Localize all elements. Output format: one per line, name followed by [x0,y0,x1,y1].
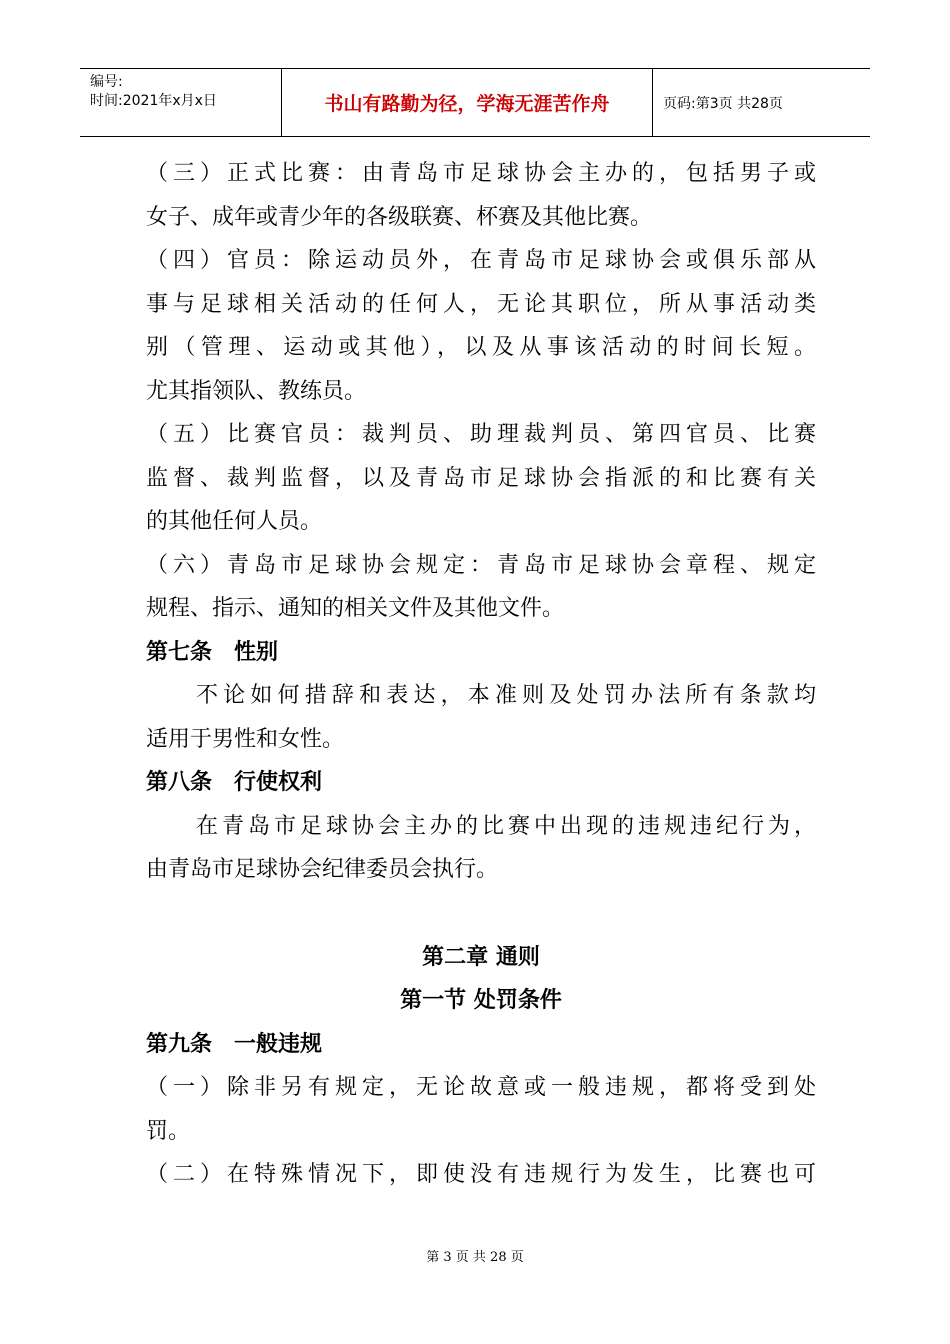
spacer [146,892,816,936]
article-heading-9: 第九条 一般违规 [146,1031,323,1057]
page-header [80,68,870,137]
text-line: （四）官员：除运动员外，在青岛市足球协会或俱乐部从 [146,248,816,273]
text-line: （一）除非另有规定，无论故意或一般违规，都将受到处 [146,1075,816,1100]
text-line: 由青岛市足球协会纪律委员会执行。 [146,857,499,882]
chapter-heading: 第二章 通则 [422,944,540,970]
header-time: 时间:2021年x月x日 [90,93,217,109]
header-motto: 书山有路勤为径，学海无涯苦作舟 [282,69,653,136]
text-line: 的其他任何人员。 [146,509,323,534]
text-line: 监督、裁判监督，以及青岛市足球协会指派的和比赛有关 [146,465,816,491]
text-line: （五）比赛官员：裁判员、助理裁判员、第四官员、比赛 [146,422,816,447]
text-line: 别（管理、运动或其他），以及从事该活动的时间长短。 [146,335,816,360]
header-number: 编号: [90,74,123,90]
header-meta [80,69,282,136]
text-line: 事与足球相关活动的任何人，无论其职位，所从事活动类 [146,291,816,317]
text-line: 女子、成年或青少年的各级联赛、杯赛及其他比赛。 [146,204,653,230]
page-footer: 第 3 页 共 28 页 [426,1250,524,1265]
section-heading: 第一节 处罚条件 [400,988,562,1013]
document-body [146,152,816,1197]
text-line: （六）青岛市足球协会规定：青岛市足球协会章程、规定 [146,552,816,578]
text-line: 在青岛市足球协会主办的比赛中出现的违规违纪行为， [196,813,816,839]
text-line: 规程、指示、通知的相关文件及其他文件。 [146,596,565,621]
text-line: 罚。 [146,1118,191,1144]
text-line: 尤其指领队、教练员。 [146,378,367,404]
text-line: （二）在特殊情况下，即使没有违规行为发生，比赛也可 [146,1162,816,1187]
article-heading-7: 第七条 性别 [146,639,279,665]
text-line: 适用于男性和女性。 [146,726,345,752]
text-line: （三）正式比赛：由青岛市足球协会主办的，包括男子或 [146,161,816,186]
text-line: 不论如何措辞和表达，本准则及处罚办法所有条款均 [196,683,816,708]
article-heading-8: 第八条 行使权利 [146,770,323,795]
header-page-info: 页码:第3页 共28页 [663,95,783,112]
